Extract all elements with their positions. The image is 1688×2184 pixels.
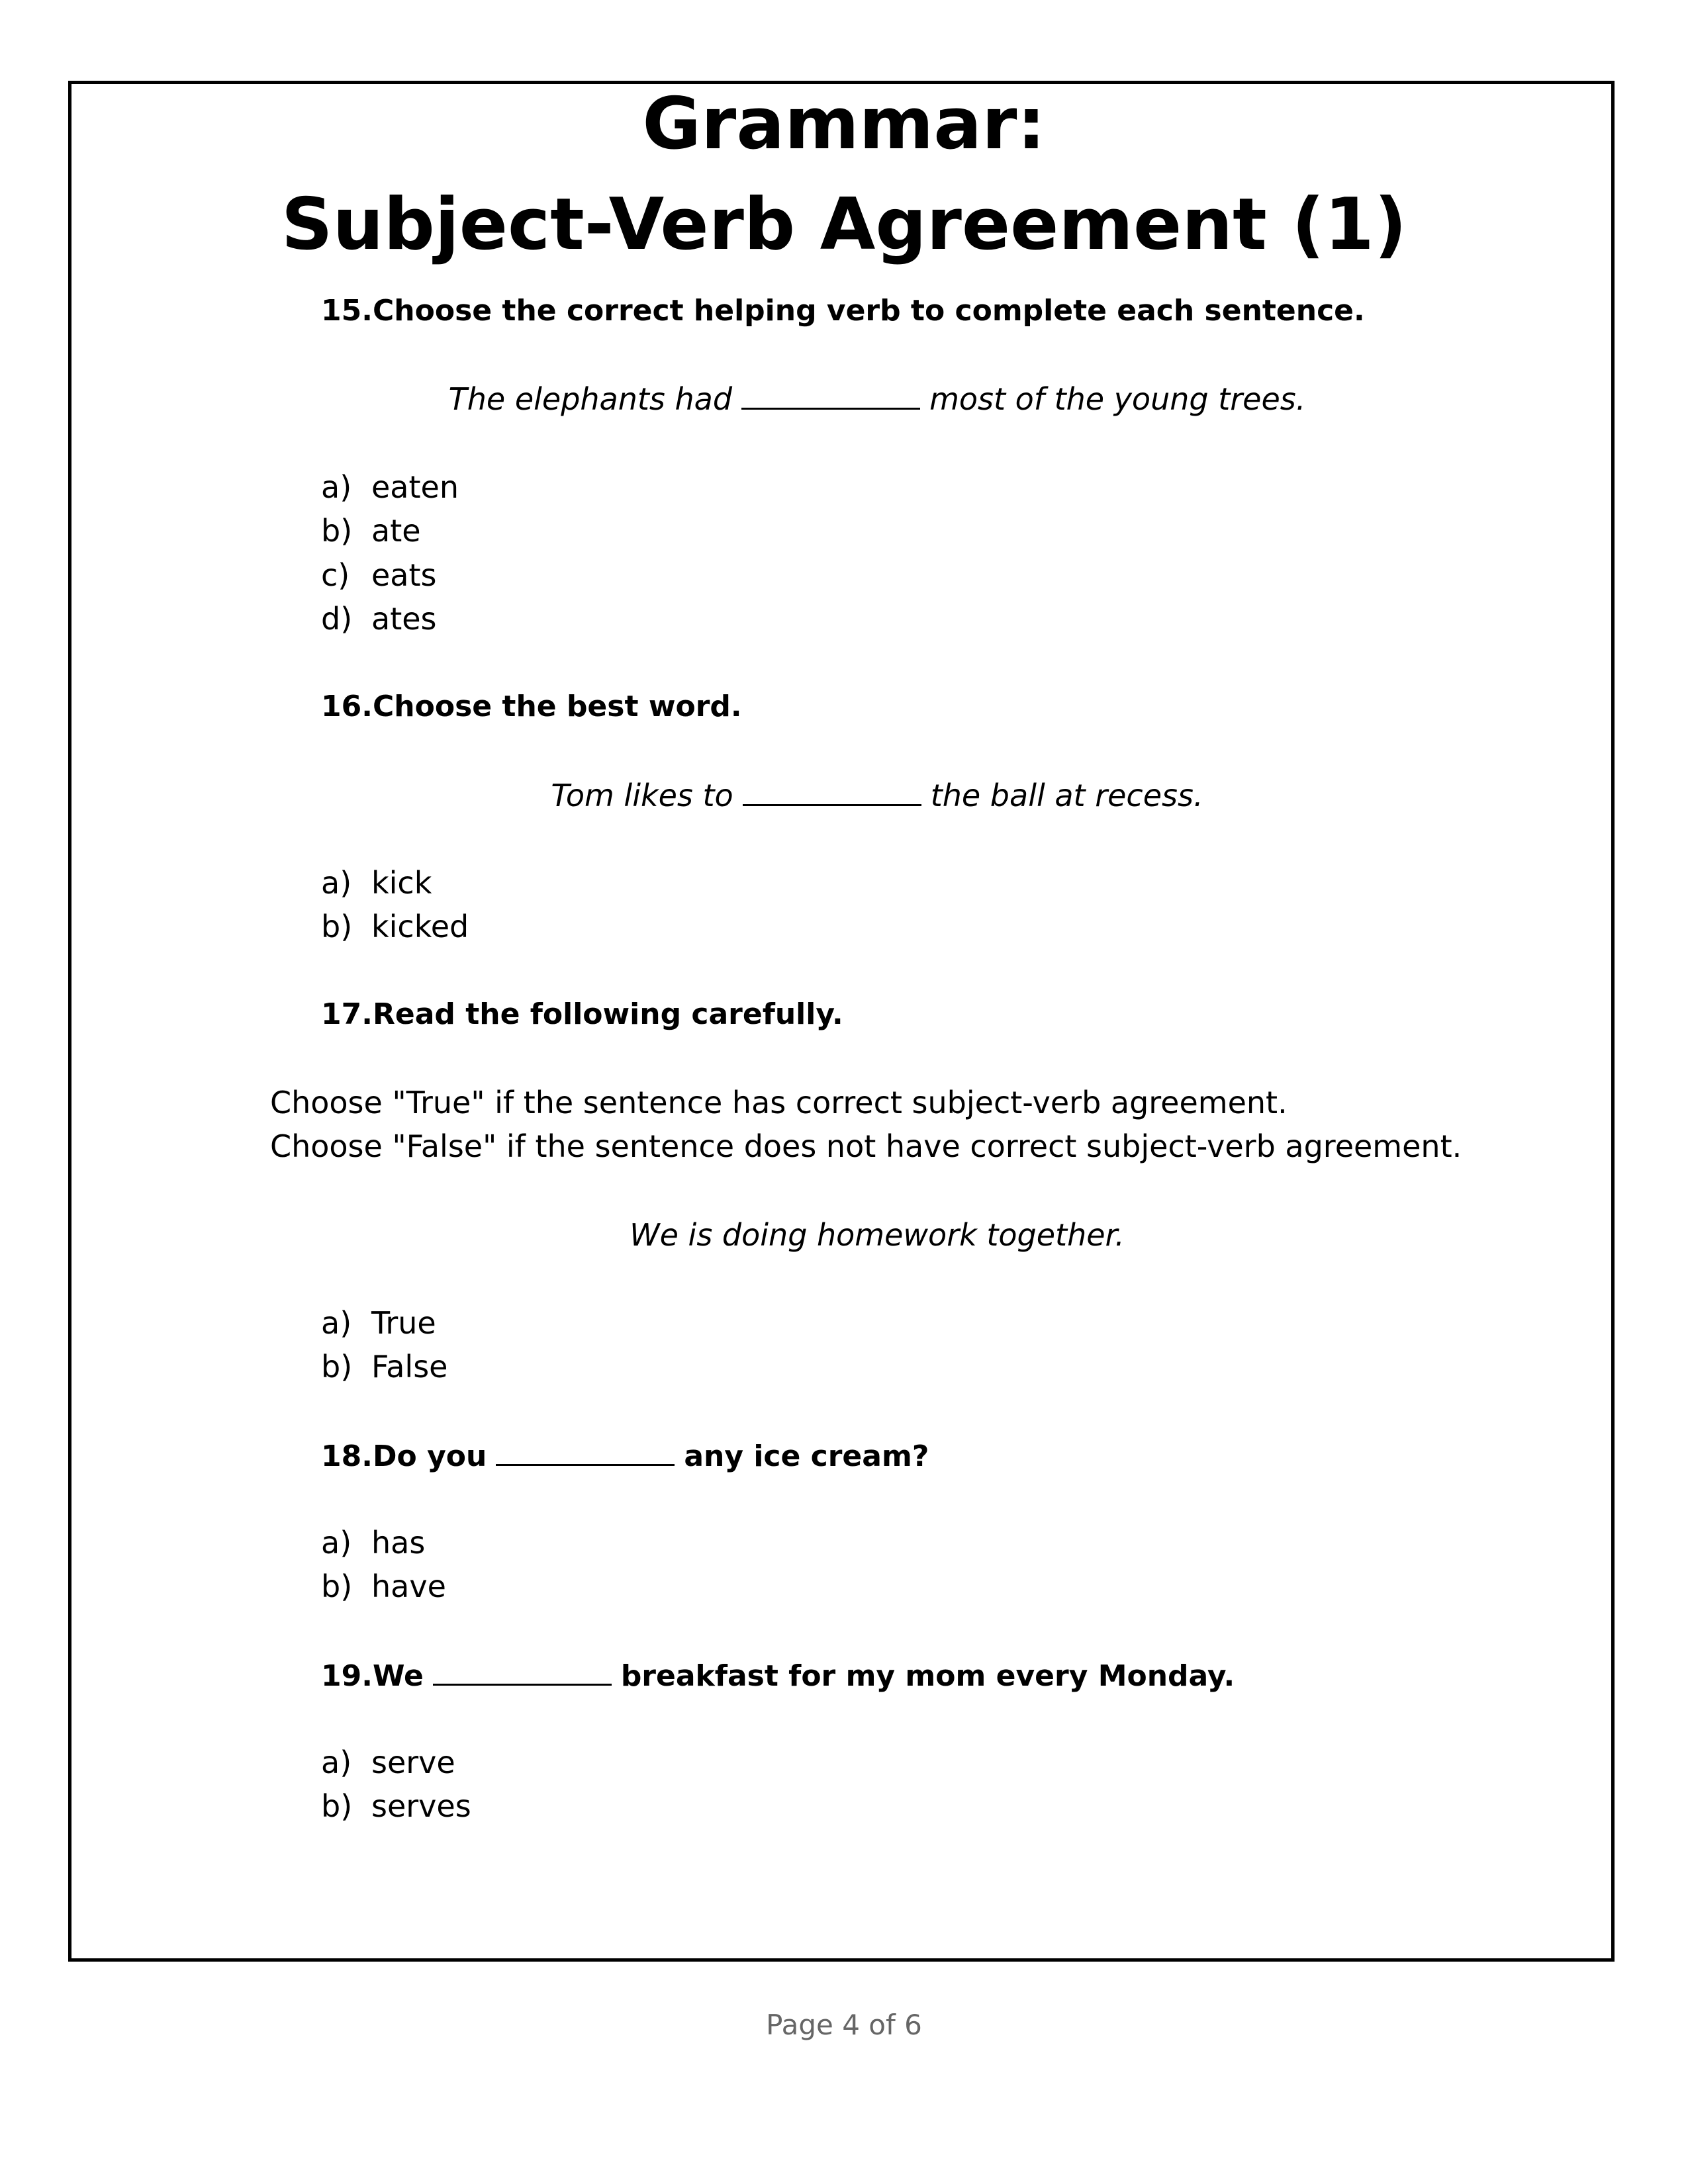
answer-blank	[496, 1435, 675, 1466]
question-16-sentence	[0, 775, 1688, 815]
option-letter: a)	[321, 469, 352, 505]
question-17-instruction-false: Choose "False" if the sentence does not have correct subject-verb agreement.	[270, 1128, 1462, 1164]
option-letter: a)	[321, 1525, 352, 1561]
question-17-option-b[interactable]	[321, 1347, 447, 1387]
question-19-prompt	[321, 1655, 1235, 1696]
option-letter: a)	[321, 1305, 352, 1341]
page-number: Page 4 of 6	[766, 2009, 922, 2041]
question-text: Read the following carefully.	[373, 997, 843, 1031]
option-text: ates	[371, 601, 437, 637]
question-number: 15.	[321, 294, 373, 328]
option-text: eats	[371, 557, 437, 593]
option-text: kick	[371, 865, 432, 901]
option-letter: c)	[321, 557, 350, 593]
option-letter: d)	[321, 601, 353, 637]
question-19-option-a[interactable]	[321, 1743, 455, 1782]
option-text: ate	[371, 513, 421, 549]
question-19-option-b[interactable]	[321, 1786, 471, 1826]
question-15-option-a[interactable]	[321, 467, 459, 507]
option-letter: b)	[321, 1788, 353, 1824]
question-text-start: We	[373, 1659, 424, 1693]
option-text: have	[371, 1569, 446, 1604]
option-text: has	[371, 1525, 426, 1561]
sentence-start: Tom likes to	[551, 778, 733, 813]
option-text: True	[371, 1305, 436, 1341]
question-15-option-d[interactable]	[321, 599, 437, 639]
question-16-option-b[interactable]	[321, 907, 469, 946]
option-text: serves	[371, 1788, 471, 1824]
page-title-line-2: Subject-Verb Agreement (1)	[281, 183, 1407, 266]
option-text: False	[371, 1349, 448, 1385]
option-letter: a)	[321, 1745, 352, 1780]
question-15-option-b[interactable]	[321, 511, 421, 551]
question-18-option-a[interactable]	[321, 1523, 425, 1563]
question-16-option-a[interactable]	[321, 863, 432, 903]
question-17-sentence: We is doing homework together.	[630, 1217, 1125, 1253]
sentence-end: most of the young trees.	[929, 381, 1306, 417]
question-text: Choose the best word.	[373, 690, 742, 723]
question-15-sentence	[0, 379, 1688, 419]
answer-blank	[433, 1655, 612, 1686]
question-number: 19.	[321, 1659, 373, 1693]
option-text: eaten	[371, 469, 459, 505]
sentence-end: the ball at recess.	[930, 778, 1203, 813]
question-16-prompt	[321, 687, 742, 727]
question-17-instruction-true: Choose "True" if the sentence has correct subject-verb agreement.	[270, 1085, 1288, 1120]
answer-blank	[743, 775, 921, 806]
question-number: 16.	[321, 690, 373, 723]
question-18-prompt	[321, 1435, 929, 1477]
page-title-line-1: Grammar:	[642, 83, 1046, 165]
question-text-end: breakfast for my mom every Monday.	[620, 1659, 1235, 1693]
question-text: Choose the correct helping verb to complete each sentence.	[373, 294, 1365, 328]
option-letter: b)	[321, 1349, 353, 1385]
question-text-start: Do you	[373, 1439, 487, 1473]
question-18-option-b[interactable]	[321, 1567, 446, 1606]
question-17-option-a[interactable]	[321, 1303, 436, 1343]
option-letter: a)	[321, 865, 352, 901]
question-17-prompt	[321, 995, 843, 1034]
question-text-end: any ice cream?	[684, 1439, 929, 1473]
option-letter: b)	[321, 909, 353, 944]
option-text: serve	[371, 1745, 455, 1780]
question-15-option-c[interactable]	[321, 555, 437, 595]
answer-blank	[741, 379, 920, 410]
option-letter: b)	[321, 1569, 353, 1604]
question-15-prompt	[321, 291, 1365, 331]
option-text: kicked	[371, 909, 469, 944]
option-letter: b)	[321, 513, 353, 549]
question-number: 18.	[321, 1439, 373, 1473]
sentence-start: The elephants had	[448, 381, 733, 417]
question-number: 17.	[321, 997, 373, 1031]
